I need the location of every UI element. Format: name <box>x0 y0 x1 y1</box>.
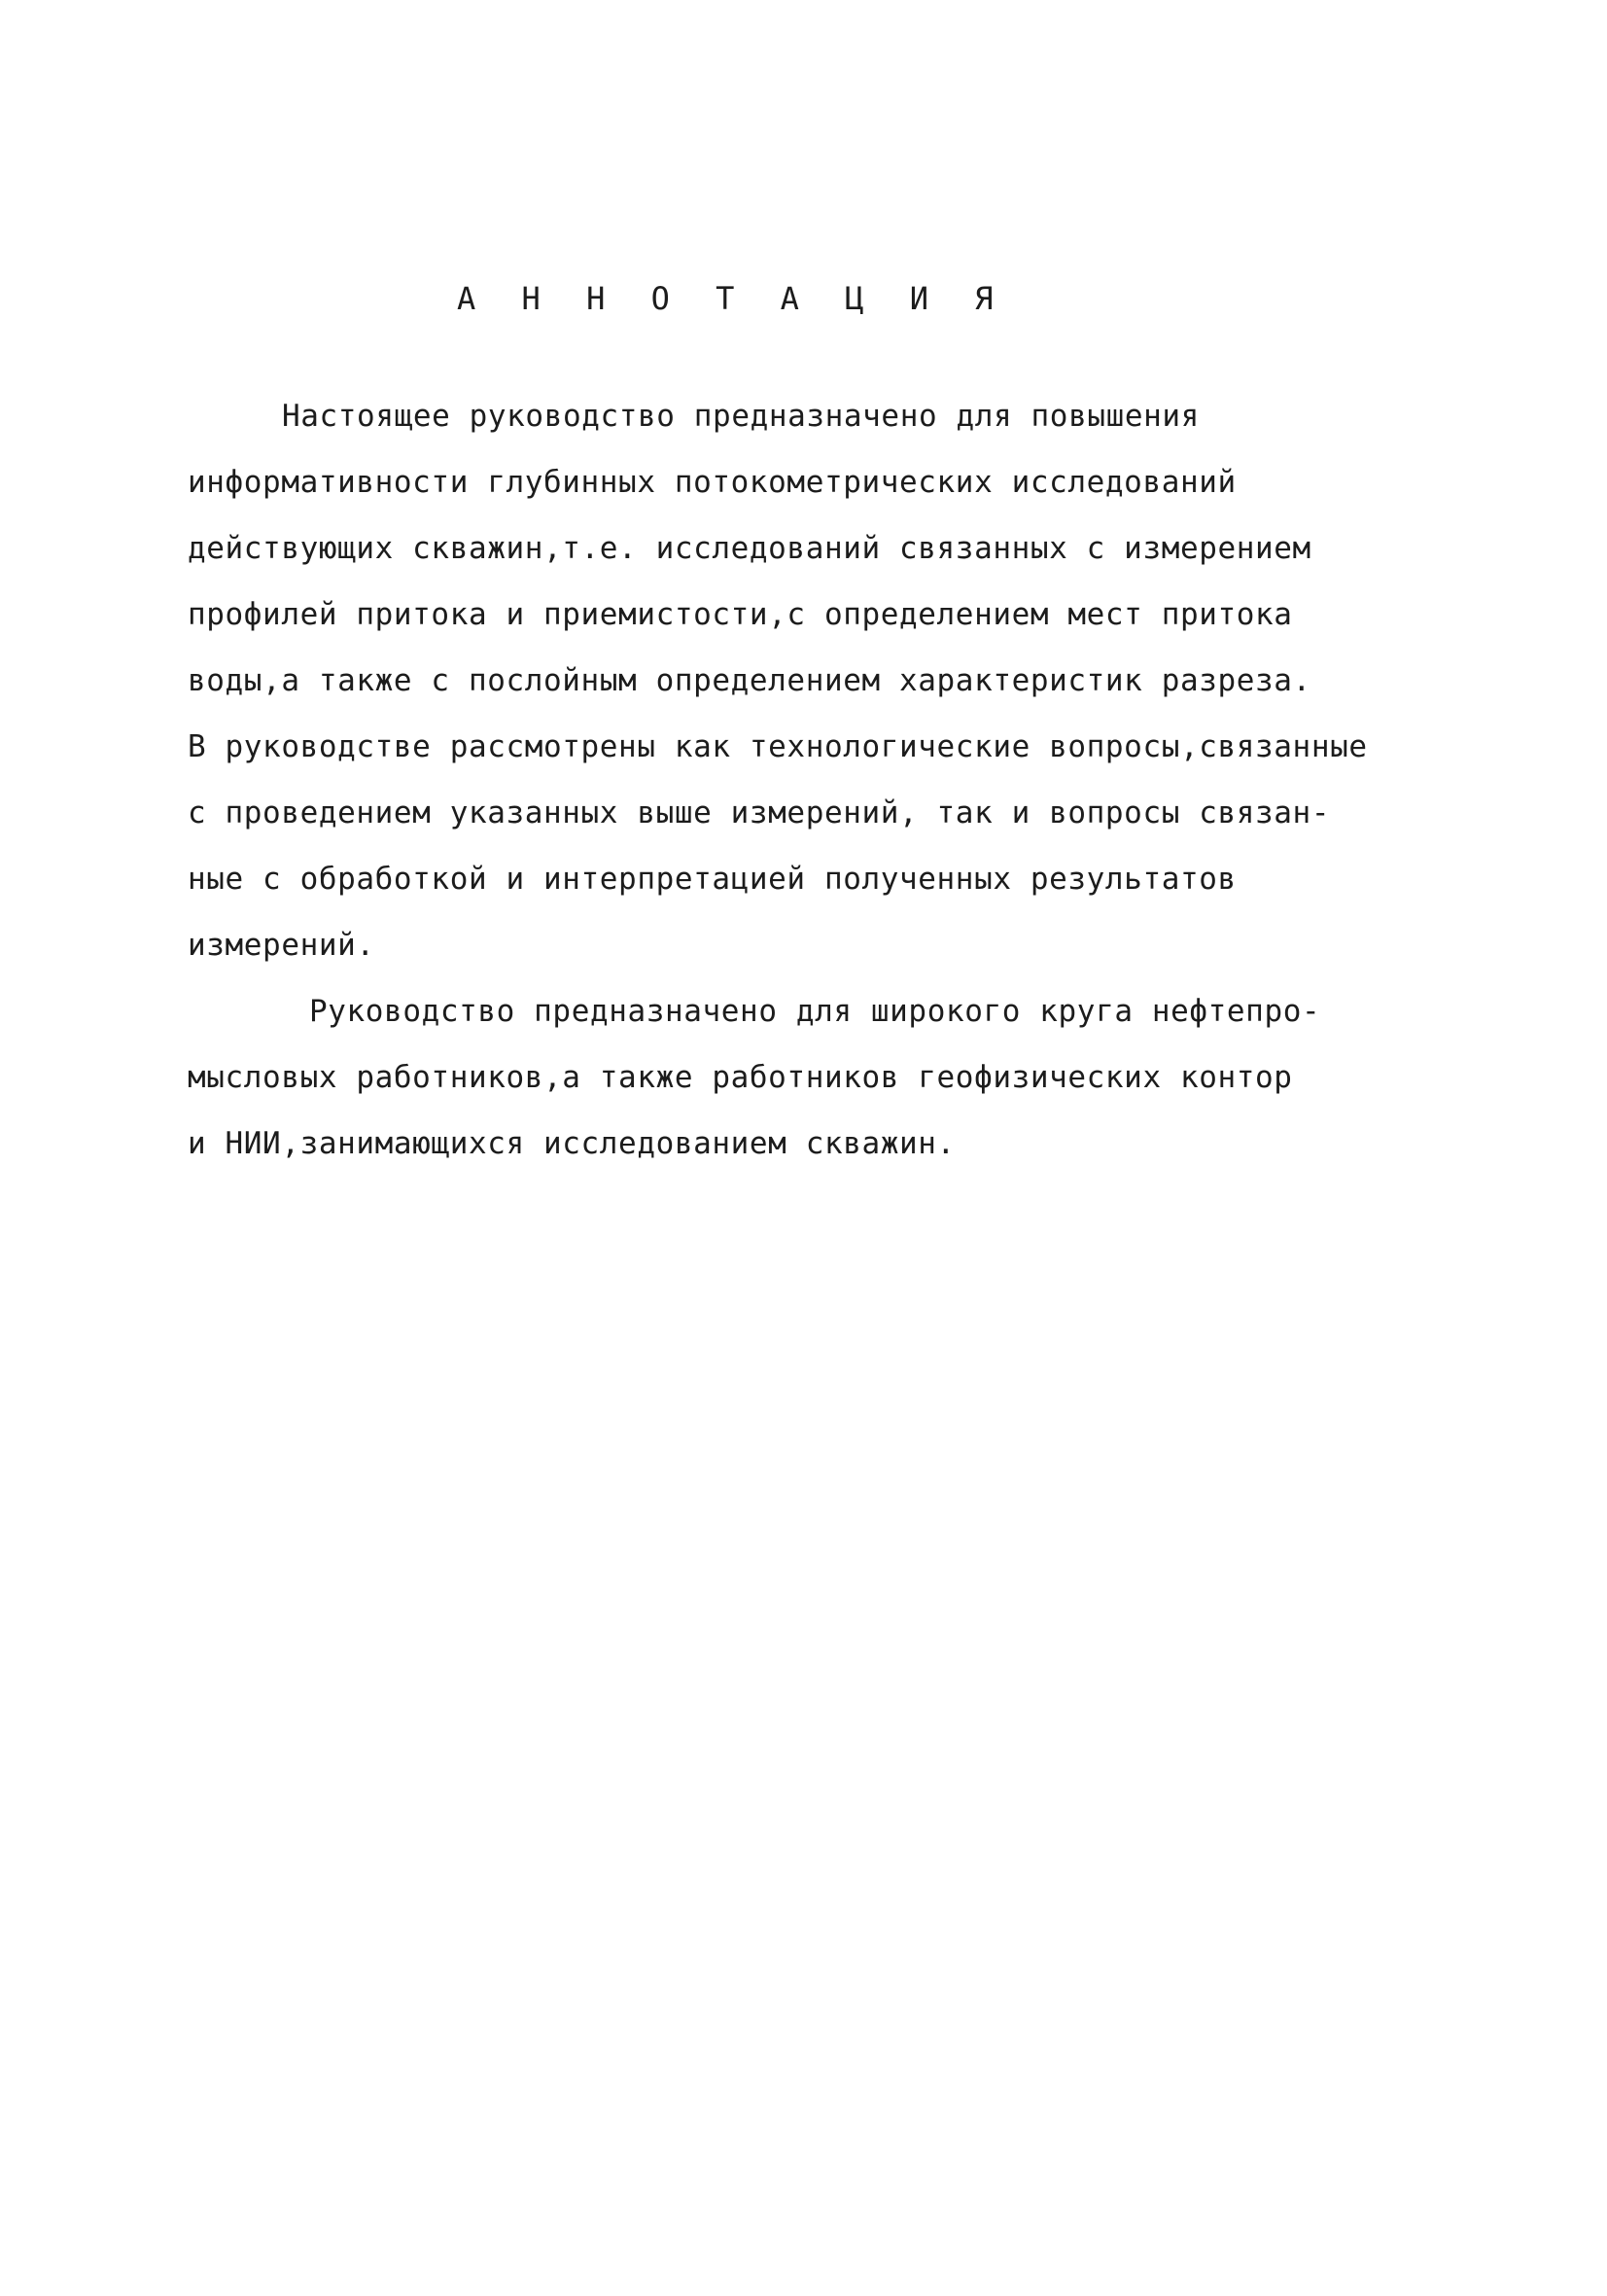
text-line: мысловых работников,а также работников геофизических контор <box>188 1060 1293 1095</box>
text-line: В руководстве рассмотрены как технологические вопросы,связанные <box>188 729 1368 764</box>
text-line: с проведением указанных выше измерений, так и вопросы связан- <box>188 795 1331 830</box>
text-line: действующих скважин,т.е. исследований связанных с измерением <box>188 531 1311 566</box>
text-line: измерений. <box>188 928 375 963</box>
document-title: А Н Н О Т А Ц И Я <box>457 280 1007 317</box>
text-line: профилей притока и приемистости,с определением мест притока <box>188 597 1293 632</box>
text-line: Руководство предназначено для широкого круга нефтепро- <box>309 994 1321 1029</box>
text-line: и НИИ,занимающихся исследованием скважин. <box>188 1126 956 1161</box>
text-line: информативности глубинных потокометрических исследований <box>188 465 1237 500</box>
text-line: Настоящее руководство предназначено для повышения <box>282 399 1200 434</box>
text-line: воды,а также с послойным определением характеристик разреза. <box>188 663 1311 698</box>
text-line: ные с обработкой и интерпретацией полученных результатов <box>188 862 1237 897</box>
